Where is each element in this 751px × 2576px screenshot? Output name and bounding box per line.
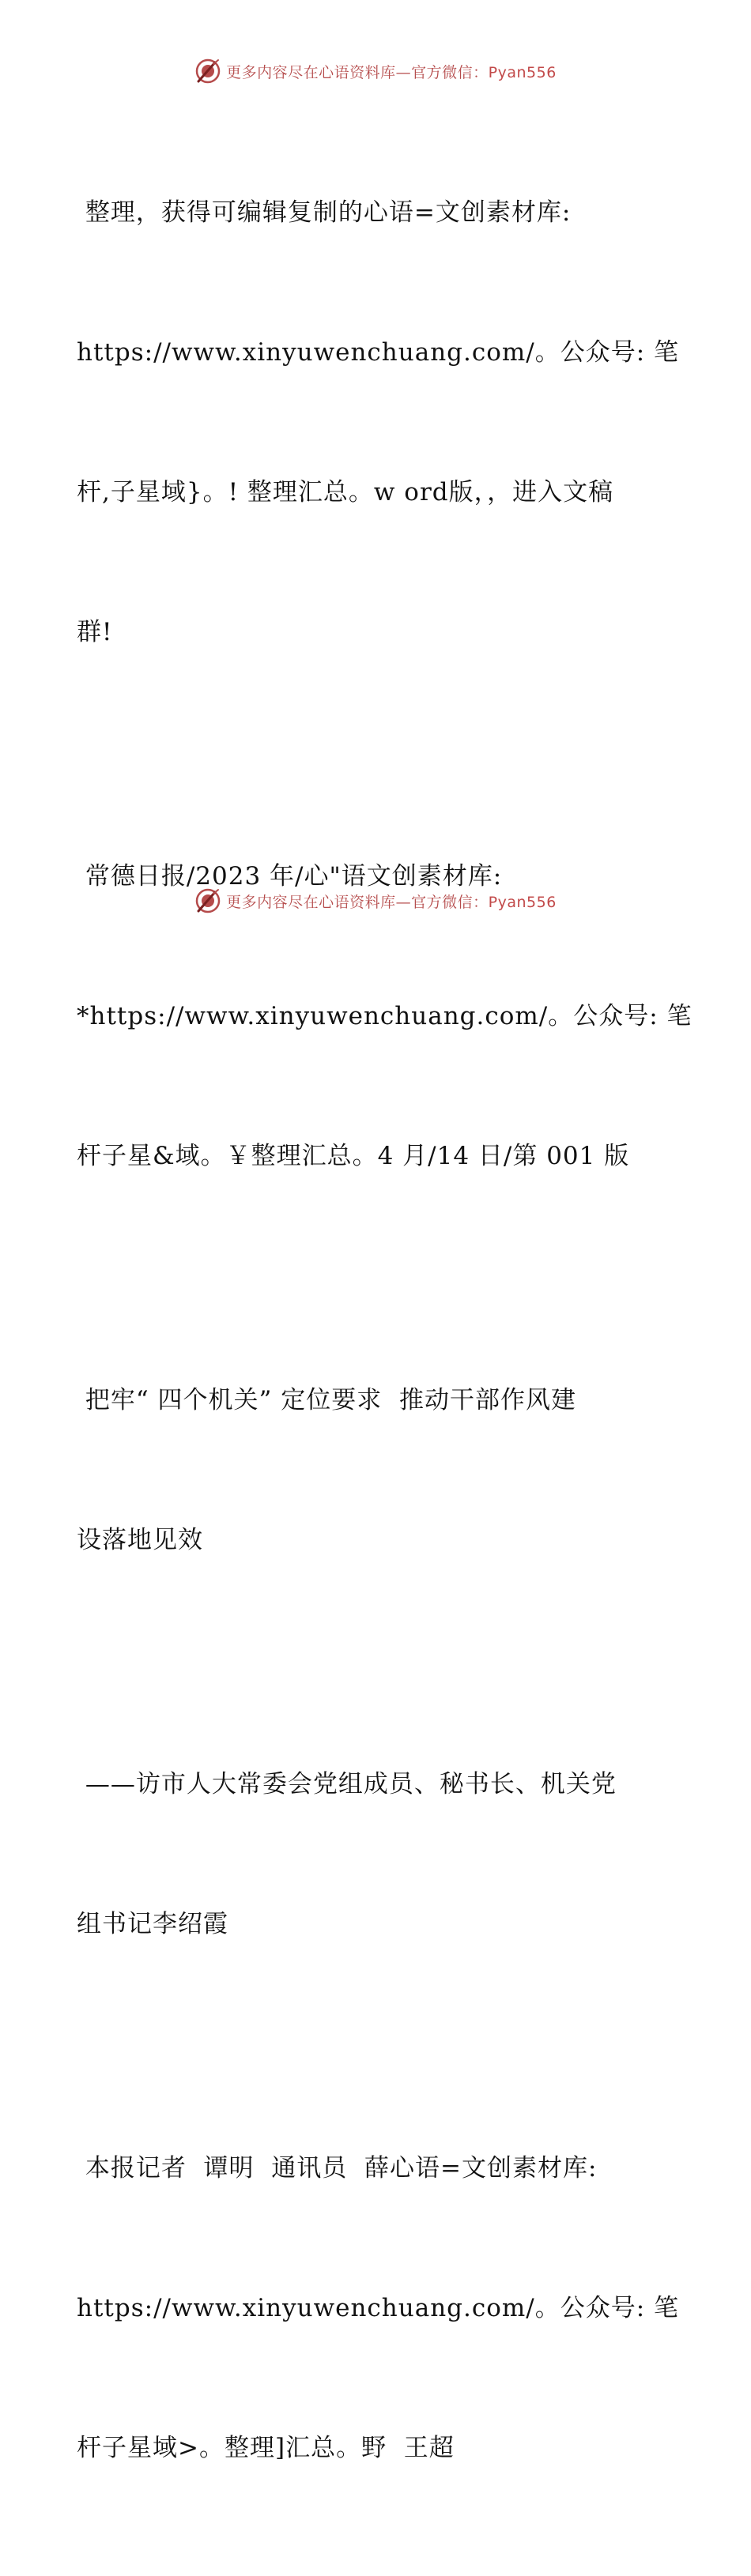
banner-text — [226, 61, 557, 82]
byline — [77, 2052, 680, 2565]
text-line: 整理，获得可编辑复制的心语=文创素材库: — [77, 198, 572, 227]
text-line: 杆子星&域。￥整理汇总。4 月/14 日/第 001 版 — [77, 1142, 630, 1170]
banner-slogan: 更多内容尽在心语资料库—官方微信： — [226, 63, 489, 81]
text-line: https://www.xinyuwenchuang.com/。公众号: 笔 — [77, 338, 680, 367]
wechat-id: Pyan556 — [488, 893, 557, 911]
subtitle-line: ——访市人大常委会党组成员、秘书长、机关党 — [77, 1770, 617, 1798]
footer-banner — [0, 885, 751, 917]
subtitle-line: 组书记李绍霞 — [77, 1910, 228, 1938]
title-line: 把牢“ 四个机关” 定位要求 推动干部作风建 — [77, 1386, 576, 1414]
banner-text — [226, 891, 557, 912]
document-body — [77, 96, 693, 2576]
banner-slogan: 更多内容尽在心语资料库—官方微信： — [226, 893, 489, 911]
article-subtitle — [77, 1668, 677, 2041]
text-line: *https://www.xinyuwenchuang.com/。公众号: 笔 — [77, 1002, 693, 1030]
byline-line: https://www.xinyuwenchuang.com/。公众号: 笔 — [77, 2294, 680, 2322]
byline-line: 杆子星域>。整理]汇总。野 王超 — [77, 2434, 455, 2462]
brush-pen-logo-icon — [194, 58, 221, 85]
title-line: 设落地见效 — [77, 1526, 203, 1554]
text-line: 常德日报/2023 年/心"语文创素材库: — [77, 862, 503, 891]
byline-line: 本报记者 谭明 通讯员 薛心语=文创素材库: — [77, 2154, 598, 2182]
header-banner — [0, 55, 751, 87]
brush-pen-logo-icon — [194, 887, 221, 914]
text-line: 杆,子星域}。! 整理汇总。w ord版，，进入文稿 — [77, 478, 614, 507]
wechat-id: Pyan556 — [488, 63, 557, 81]
paragraph-intro — [77, 96, 680, 749]
paragraph-source — [77, 760, 693, 1273]
article-title — [77, 1284, 677, 1657]
text-line: 群! — [77, 618, 113, 646]
